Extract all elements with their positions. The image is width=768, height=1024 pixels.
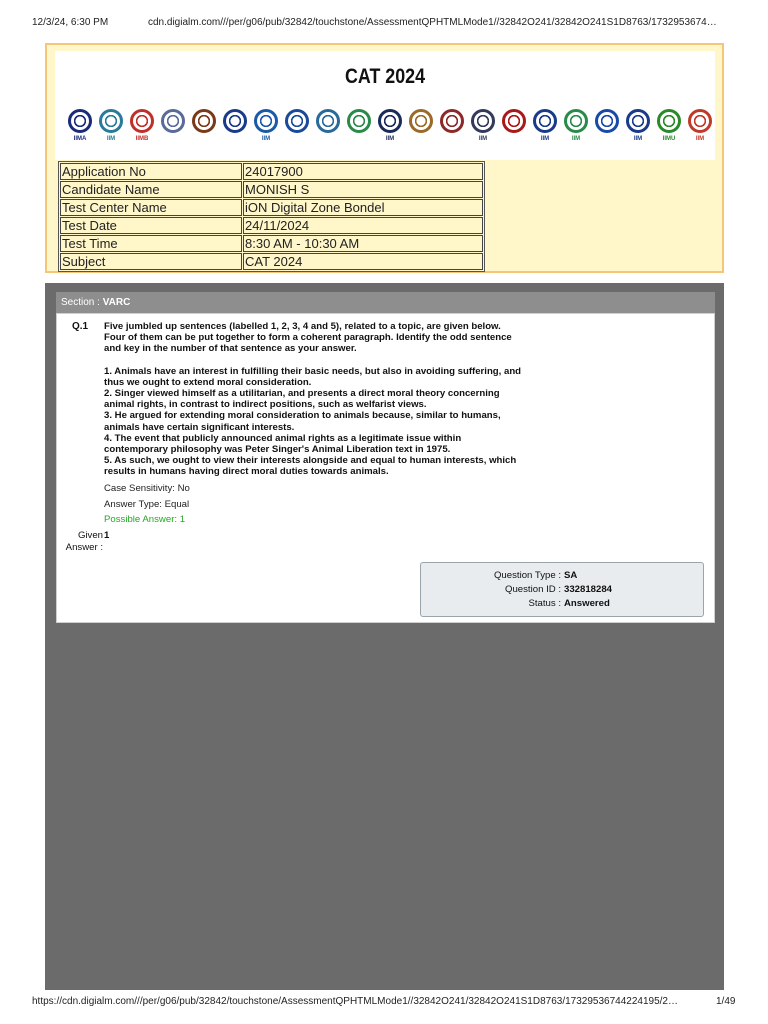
iima-emblem-icon: [68, 109, 92, 133]
iim-calcutta-emblem-icon: [192, 109, 216, 133]
iim-logo-strip: [65, 107, 715, 155]
info-row-application-no: [60, 163, 483, 180]
question-type-label: Question Type :: [493, 570, 561, 581]
iim-indore-emblem-icon: [223, 109, 247, 133]
iim-nagpur-logo: [407, 107, 435, 153]
logo-caption: IIM: [633, 136, 643, 142]
iim-visakhapatnam-logo: [686, 107, 714, 153]
print-datetime: 12/3/24, 6:30 PM: [32, 17, 109, 28]
iim-bodh-gaya-logo: [159, 107, 187, 153]
candidate-info-table: [58, 161, 485, 272]
section-name: VARC: [102, 297, 131, 308]
logo-caption: IIMB: [135, 136, 149, 142]
iim-nagpur-emblem-icon: [409, 109, 433, 133]
candidate-header-box: [45, 43, 724, 273]
iim-tiruchirappalli-emblem-icon: [626, 109, 650, 133]
logo-caption: IIM: [571, 136, 581, 142]
info-row-test-center: [60, 199, 483, 216]
iim-mumbai-emblem-icon: [378, 109, 402, 133]
info-label: Candidate Name: [60, 181, 242, 198]
info-label: Test Time: [60, 235, 242, 252]
info-value: MONISH S: [243, 181, 483, 198]
sentence-1: 1. Animals have an interest in fulfilling their basic needs, but also in avoiding suffering, and thus we ought to extend moral consideration.: [104, 365, 522, 388]
sentence-4: 4. The event that publicly announced animal rights as a legitimate issue within contemporary philosophy was Peter Singer's Animal Liberation text in 1975.: [104, 432, 462, 456]
question-id-row: [421, 584, 703, 598]
iimu-emblem-icon: [657, 109, 681, 133]
iim-mumbai-logo: [376, 107, 404, 153]
banner-title: CAT 2024: [344, 65, 426, 88]
page-number: 1/49: [716, 996, 736, 1007]
iim-ranchi-emblem-icon: [471, 109, 495, 133]
iim-amritsar-logo: [97, 107, 125, 153]
logo-caption: IIMU: [662, 136, 676, 142]
iim-lucknow-emblem-icon: [347, 109, 371, 133]
question-id-value: 332818284: [564, 584, 613, 595]
footer-url: https://cdn.digialm.com///per/g06/pub/32842/touchstone/AssessmentQPHTMLMode1//32842O241/32842O241S1D8763/17329536744224195/2…: [32, 996, 678, 1007]
iim-kashipur-emblem-icon: [285, 109, 309, 133]
status-label: Status :: [528, 598, 561, 609]
possible-answer: Possible Answer: 1: [104, 514, 186, 525]
iim-shillong-emblem-icon: [564, 109, 588, 133]
iim-bangalore-logo: [128, 107, 156, 153]
iim-calcutta-logo: [190, 107, 218, 153]
info-value: CAT 2024: [243, 253, 483, 270]
iim-sambalpur-logo: [531, 107, 559, 153]
logo-caption: IIM: [695, 136, 705, 142]
iimu-logo: [655, 107, 683, 153]
section-header: [56, 292, 715, 313]
iim-ranchi-logo: [469, 107, 497, 153]
given-answer-label: Given Answer :: [65, 530, 103, 553]
question-text: [104, 321, 524, 478]
logo-caption: IIM: [385, 136, 395, 142]
logo-caption: IIM: [478, 136, 488, 142]
iim-shillong-logo: [562, 107, 590, 153]
info-value: 24017900: [243, 163, 483, 180]
iim-kashipur-logo: [283, 107, 311, 153]
iim-rohtak-emblem-icon: [502, 109, 526, 133]
info-label: Test Date: [60, 217, 242, 234]
info-row-test-time: [60, 235, 483, 252]
cat-banner: [55, 51, 715, 160]
iim-kozhikode-emblem-icon: [316, 109, 340, 133]
question-card: [56, 313, 715, 623]
iim-sirmaur-emblem-icon: [595, 109, 619, 133]
iim-raipur-logo: [438, 107, 466, 153]
section-prefix: Section :: [61, 297, 100, 308]
question-id-label: Question ID :: [505, 584, 561, 595]
question-panel: [45, 283, 724, 990]
answer-type: Answer Type: Equal: [104, 499, 190, 510]
given-answer-value: 1: [104, 530, 110, 541]
info-label: Application No: [60, 163, 242, 180]
iima-logo: [66, 107, 94, 153]
iim-bangalore-emblem-icon: [130, 109, 154, 133]
sentence-3: 3. He argued for extending moral consideration to animals because, similar to humans, animals have certain significant interests.: [104, 410, 501, 433]
logo-caption: IIM: [261, 136, 271, 142]
info-label: Subject: [60, 253, 242, 270]
iim-amritsar-emblem-icon: [99, 109, 123, 133]
question-stem: Five jumbled up sentences (labelled 1, 2, 3, 4 and 5), related to a topic, are given below. Four of them can be put together to form a coherent paragraph. Identify the odd sentence and key in the number of that sentence as your answer.: [104, 321, 512, 355]
case-sensitivity: Case Sensitivity: No: [104, 483, 190, 494]
iim-kozhikode-logo: [314, 107, 342, 153]
logo-caption: IIMA: [73, 136, 87, 142]
iim-visakhapatnam-emblem-icon: [688, 109, 712, 133]
iim-indore-logo: [221, 107, 249, 153]
info-row-candidate-name: [60, 181, 483, 198]
status-value: Answered: [564, 598, 610, 609]
iim-sambalpur-emblem-icon: [533, 109, 557, 133]
iim-tiruchirappalli-logo: [624, 107, 652, 153]
iim-jammu-emblem-icon: [254, 109, 278, 133]
status-row: [421, 598, 703, 612]
iim-lucknow-logo: [345, 107, 373, 153]
logo-caption: IIM: [106, 136, 116, 142]
question-type-value: SA: [564, 570, 578, 581]
question-status-box: [420, 562, 704, 617]
iim-bodh-gaya-emblem-icon: [161, 109, 185, 133]
iim-sirmaur-logo: [593, 107, 621, 153]
iim-jammu-logo: [252, 107, 280, 153]
sentence-2: 2. Singer viewed himself as a utilitarian, and presents a direct moral theory concerning animal rights, in contrast to indirect positions, such as welfarist views.: [104, 388, 500, 411]
sentence-5: 5. As such, we ought to view their interests alongside and equal to human interests, which results in humans having direct moral duties towards animals.: [104, 455, 517, 478]
info-value: 24/11/2024: [243, 217, 483, 234]
logo-caption: IIM: [540, 136, 550, 142]
info-row-test-date: [60, 217, 483, 234]
iim-raipur-emblem-icon: [440, 109, 464, 133]
info-value: 8:30 AM - 10:30 AM: [243, 235, 483, 252]
info-row-subject: [60, 253, 483, 270]
question-number: Q.1: [72, 321, 89, 332]
iim-rohtak-logo: [500, 107, 528, 153]
question-type-row: [421, 570, 703, 584]
info-value: iON Digital Zone Bondel: [243, 199, 483, 216]
print-url: cdn.digialm.com///per/g06/pub/32842/touchstone/AssessmentQPHTMLMode1//32842O241/32842O241S1D8763/1732953674…: [148, 17, 717, 28]
info-label: Test Center Name: [60, 199, 242, 216]
